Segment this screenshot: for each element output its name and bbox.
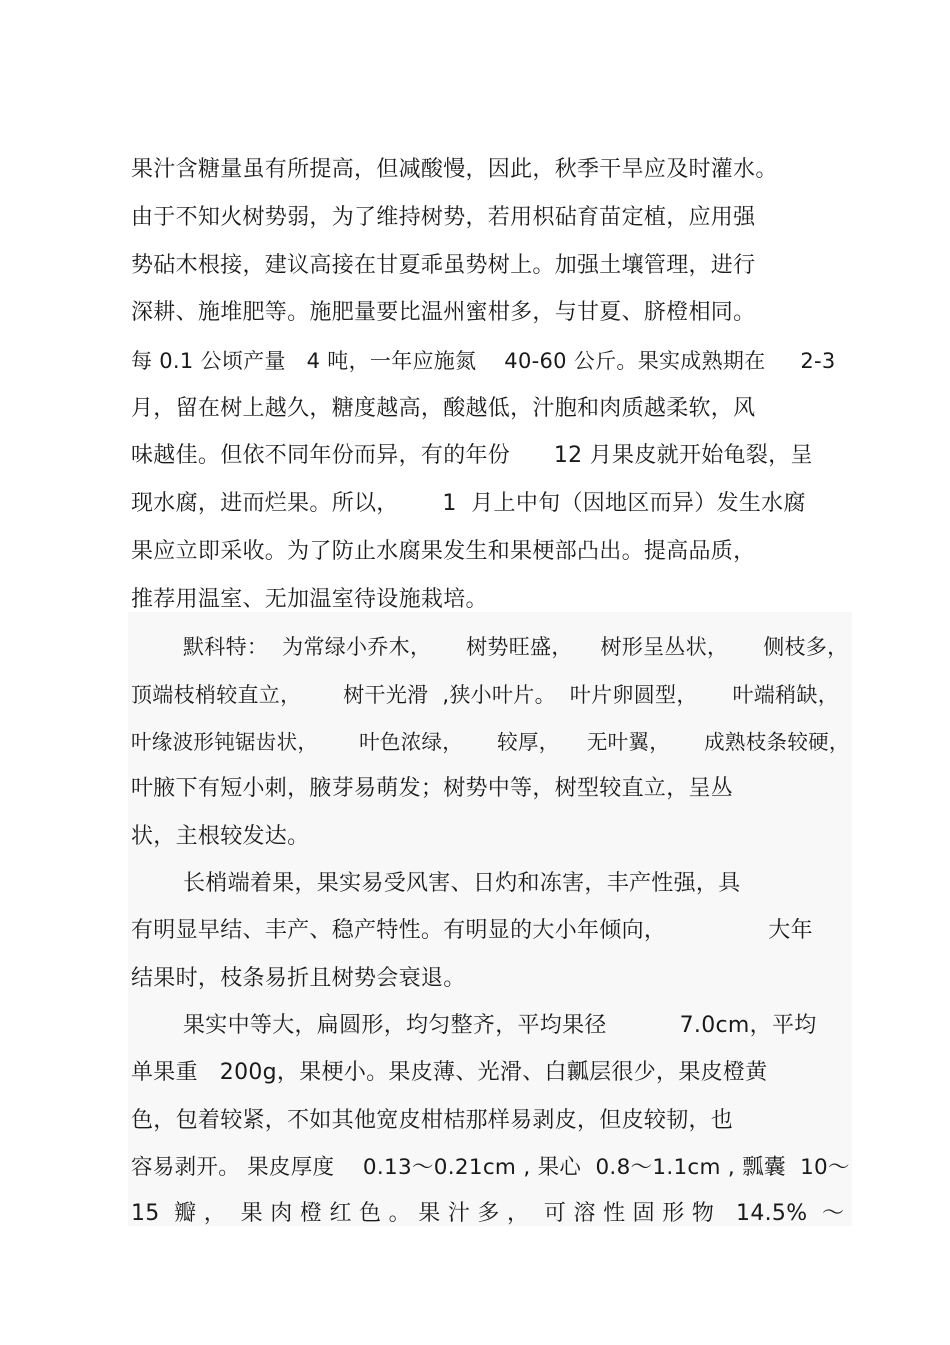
text-line: 深耕、施堆肥等。施肥量要比温州蜜柑多，与甘夏、脐橙相同。	[131, 300, 756, 325]
text-line: 色，包着较紧，不如其他宽皮柑桔那样易剥皮，但皮较韧，也	[131, 1108, 734, 1133]
text-line: 15 瓣 ， 果 肉 橙 红 色 。 果 汁 多 ， 可 溶 性 固 形 物 14.5% ～	[131, 1201, 845, 1226]
text-line: 味越佳。但依不同年份而异，有的年份 12 月果皮就开始龟裂，呈	[131, 443, 813, 468]
text-line: 有明显早结、丰产、稳产特性。有明显的大小年倾向， 大年	[131, 918, 813, 943]
text-line: 结果时，枝条易折且树势会衰退。	[131, 966, 466, 991]
text-line: 现水腐，进而烂果。所以， 1 月上中旬（因地区而异）发生水腐	[131, 491, 806, 516]
text-line: 顶端枝梢较直立， 树干光滑 ,狭小叶片。 叶片卵圆型， 叶端稍缺，	[131, 683, 840, 707]
text-line: 势砧木根接，建议高接在甘夏乖虽势树上。加强土壤管理，进行	[131, 253, 756, 278]
text-line: 容易剥开。 果皮厚度 0.13～0.21cm , 果心 0.8～1.1cm , 瓢囊 10～	[131, 1155, 850, 1180]
text-line: 状，主根较发达。	[131, 824, 310, 849]
text-line: 长梢端着果，果实易受风害、日灼和冻害，丰产性强，具	[183, 871, 741, 896]
text-line: 果汁含糖量虽有所提高，但减酸慢，因此，秋季干旱应及时灌水。	[131, 157, 778, 182]
text-line: 果实中等大，扁圆形，均匀整齐，平均果径 7.0cm，平均	[183, 1013, 817, 1038]
text-line: 叶腋下有短小刺，腋芽易萌发；树势中等，树型较直立，呈丛	[131, 776, 734, 801]
text-line: 果应立即采收。为了防止水腐果发生和果梗部凸出。提高品质，	[131, 539, 756, 564]
text-line: 由于不知火树势弱，为了维持树势，若用枳砧育苗定植，应用强	[131, 205, 756, 230]
text-line: 每 0.1 公顷产量 4 吨，一年应施氮 40-60 公斤。果实成熟期在 2-3	[131, 349, 836, 373]
text-line: 叶缘波形钝锯齿状， 叶色浓绿， 较厚， 无叶翼， 成熟枝条较硬，	[131, 730, 850, 754]
text-line: 单果重 200g，果梗小。果皮薄、光滑、白瓤层很少，果皮橙黄	[131, 1060, 768, 1085]
text-line: 月，留在树上越久，糖度越高，酸越低，汁胞和肉质越柔软，风	[131, 396, 756, 421]
text-line: 默科特： 为常绿小乔木， 树势旺盛， 树形呈丛状， 侧枝多，	[183, 635, 849, 659]
text-line: 推荐用温室、无加温室待设施栽培。	[131, 587, 488, 612]
